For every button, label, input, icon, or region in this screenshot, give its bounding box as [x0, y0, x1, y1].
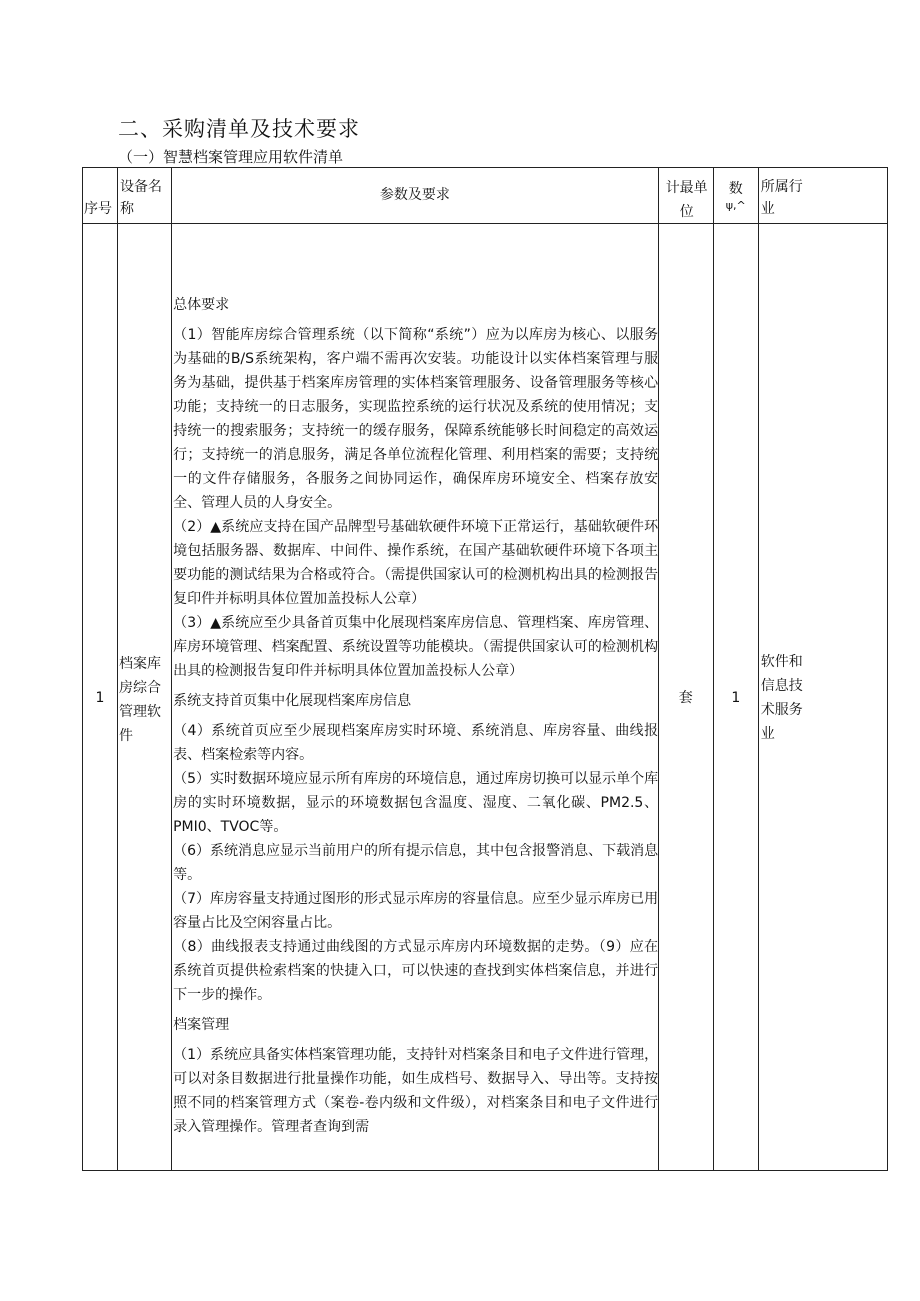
req-section-title: 系统支持首页集中化展现档案库房信息 — [173, 693, 412, 709]
row-unit-cell — [658, 224, 713, 1171]
req-paragraph: （2）▲系统应支持在国产品牌型号基础软硬件环境下正常运行，基础软硬件环境包括服务器、数据库、中间件、操作系统，在国产基础软硬件环境下各项主要功能的测试结果为合格或符合。（需提供国家认可的检测机构出具的检测报告复印件并标明具体位置加盖投标人公章） — [173, 519, 658, 607]
row-industry: 软件和信息技术服务业 — [760, 654, 803, 742]
row-seq-cell — [83, 224, 118, 1171]
header-params: 参数及要求 — [379, 187, 450, 203]
header-unit-cell — [658, 168, 713, 224]
header-seq: 序号 — [84, 201, 112, 217]
row-qty: 1 — [731, 690, 741, 706]
req-paragraph: （6）系统消息应显示当前用户的所有提示信息，其中包含报警消息、下载消息等。 — [173, 843, 658, 883]
section-heading: 二、采购清单及技术要求 — [118, 117, 360, 141]
req-paragraph: （3）▲系统应至少具备首页集中化展现档案库房信息、管理档案、库房管理、库房环境管理、档案配置、系统设置等功能模块。（需提供国家认可的检测机构出具的检测报告复印件并标明具体位置加盖投标人公章） — [173, 615, 658, 679]
header-unit: 计最单位 — [665, 180, 708, 220]
requirements-text — [173, 287, 658, 1139]
header-name: 设备名称 — [120, 179, 163, 217]
req-section-title: 总体要求 — [173, 297, 230, 313]
table-header-row — [83, 168, 888, 224]
req-paragraph: （4）系统首页应至少展现档案库房实时环境、系统消息、库房容量、曲线报表、档案检索等内容。 — [173, 723, 658, 763]
header-seq-cell — [83, 168, 118, 224]
row-seq: 1 — [95, 690, 105, 706]
row-name-cell — [118, 224, 172, 1171]
req-paragraph: （5）实时数据环境应显示所有库房的环境信息，通过库房切换可以显示单个库房的实时环境数据，显示的环境数据包含温度、湿度、二氧化碳、PM2.5、PMI0、TVOC等。 — [173, 771, 658, 835]
req-paragraph: （1）系统应具备实体档案管理功能，支持针对档案条目和电子文件进行管理，可以对条目数据进行批量操作功能，如生成档号、数据导入、导出等。支持按照不同的档案管理方式（案卷-卷内级和文件级），对档案条目和电子文件进行录入管理操作。管理者查询到需 — [173, 1047, 658, 1135]
row-device-name: 档案库房综合管理软件 — [119, 656, 162, 744]
header-qty: 数 — [728, 181, 743, 197]
row-unit: 套 — [678, 690, 693, 706]
table-row — [83, 224, 888, 1171]
header-industry: 所属行业 — [760, 179, 803, 217]
header-name-cell — [118, 168, 172, 224]
req-section-title: 档案管理 — [173, 1017, 230, 1033]
row-industry-cell — [758, 224, 887, 1171]
header-qty-garbled: ψ,^ — [725, 199, 746, 212]
header-qty-cell — [713, 168, 758, 224]
subsection-heading: （一）智慧档案管理应用软件清单 — [118, 148, 344, 166]
req-paragraph: （8）曲线报表支持通过曲线图的方式显示库房内环境数据的走势。（9）应在系统首页提供检索档案的快捷入口，可以快速的查找到实体档案信息，并进行下一步的操作。 — [173, 939, 658, 1003]
header-params-cell — [172, 168, 659, 224]
req-paragraph: （1）智能库房综合管理系统（以下简称“系统”）应为以库房为核心、以服务为基础的B/S系统架构，客户端不需再次安装。功能设计以实体档案管理与服务为基础，提供基于档案库房管理的实体档案管理服务、设备管理服务等核心功能；支持统一的日志服务，实现监控系统的运行状况及系统的使用情况；支持统一的搜索服务；支持统一的缓存服务，保障系统能够长时间稳定的高效运行；支持统一的消息服务，满足各单位流程化管理、利用档案的需要；支持统一的文件存储服务，各服务之间协同运作，确保库房环境安全、档案存放安全、管理人员的人身安全。 — [173, 327, 658, 511]
row-params-cell — [172, 224, 659, 1171]
row-qty-cell — [713, 224, 758, 1171]
header-industry-cell — [758, 168, 887, 224]
procurement-table — [82, 167, 888, 1171]
req-paragraph: （7）库房容量支持通过图形的形式显示库房的容量信息。应至少显示库房已用容量占比及空闲容量占比。 — [173, 891, 658, 931]
